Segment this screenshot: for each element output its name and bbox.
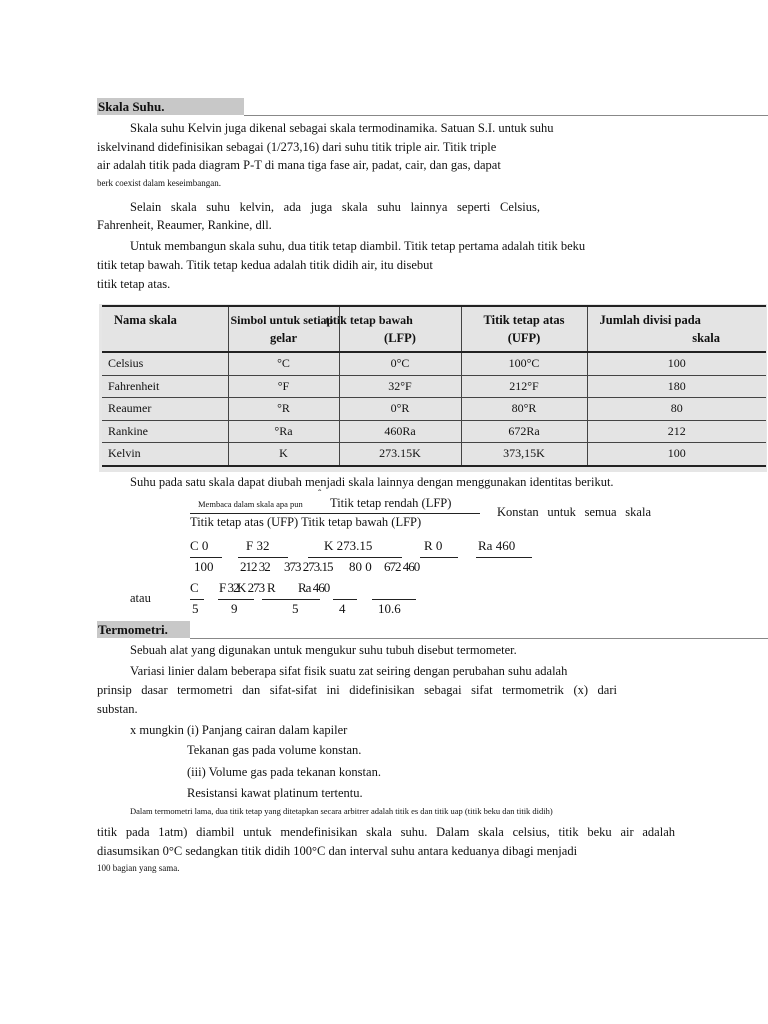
table-row	[102, 375, 766, 398]
cell-lfp: 460Ra	[339, 420, 461, 443]
section-title-skala-suhu: Skala Suhu.	[97, 98, 244, 115]
paragraph-line: Selain skala suhu kelvin, ada juga skala suhu lainnya seperti Celsius,	[130, 200, 540, 214]
eq3-num-ra: Ra 460	[298, 580, 330, 595]
eq3-den-k: 5	[292, 601, 299, 616]
fraction-bar	[308, 557, 402, 558]
hat-mark: ˆ	[318, 489, 322, 500]
formula-numerator: Titik tetap rendah (LFP)	[330, 496, 452, 510]
table-row	[102, 398, 766, 421]
cell-symbol: °F	[228, 375, 339, 398]
eq2-num-c: C 0	[190, 538, 209, 553]
table-row	[102, 420, 766, 443]
table-row	[102, 352, 766, 375]
cell-symbol: °R	[228, 398, 339, 421]
paragraph-line: titik tetap atas.	[97, 277, 171, 291]
paragraph-line: diasumsikan 0°C sedangkan titik didih 100°C dan interval suhu antara keduanya dibagi menjadi	[97, 844, 578, 858]
fraction-bar	[420, 557, 458, 558]
cell-ufp: 672Ra	[461, 420, 587, 443]
eq2-num-r: R 0	[424, 538, 443, 553]
cell-lfp: 0°C	[339, 352, 461, 375]
paragraph-line: 100 bagian yang sama.	[97, 863, 180, 873]
paragraph-line: berk coexist dalam keseimbangan.	[97, 178, 221, 188]
fraction-bar	[190, 599, 204, 600]
paragraph-line: iskelvinand didefinisikan sebagai (1/273,16) dari suhu titik triple air. Titik triple	[97, 140, 497, 154]
header-lfp: titik tetap bawah (LFP)	[339, 306, 461, 352]
paragraph-line: Sebuah alat yang digunakan untuk mengukur suhu tubuh disebut termometer.	[130, 643, 517, 657]
cell-lfp: 273.15K	[339, 443, 461, 466]
section-divider	[190, 638, 768, 639]
eq2-den-c: 100	[194, 559, 214, 574]
cell-name: Rankine	[102, 420, 228, 443]
header-nama-skala: Nama skala	[102, 306, 228, 352]
fraction-bar	[476, 557, 532, 558]
fraction-bar	[333, 599, 357, 600]
list-item: x mungkin (i) Panjang cairan dalam kapiler	[130, 723, 348, 737]
list-item: Tekanan gas pada volume konstan.	[187, 743, 362, 757]
cell-symbol: °C	[228, 352, 339, 375]
eq2-den-k: 373 273.15	[284, 559, 333, 574]
cell-symbol: K	[228, 443, 339, 466]
fraction-bar	[190, 513, 480, 514]
cell-ufp: 212°F	[461, 375, 587, 398]
eq3-den-f: 9	[231, 601, 238, 616]
cell-name: Celsius	[102, 352, 228, 375]
paragraph-line: prinsip dasar termometri dan sifat-sifat ini didefinisikan sebagai sifat termometrik (x) dari	[97, 683, 617, 697]
eq2-num-k: K 273.15	[324, 538, 373, 553]
cell-symbol: °Ra	[228, 420, 339, 443]
eq3-num-c: C	[190, 580, 199, 595]
table-header-row	[102, 306, 766, 352]
table-row	[102, 443, 766, 466]
eq3-num-k: K 273	[237, 580, 265, 595]
eq3-num-r: R	[267, 580, 276, 595]
cell-divisions: 180	[587, 375, 766, 398]
header-ufp: Titik tetap atas (UFP)	[461, 306, 587, 352]
paragraph-line: air adalah titik pada diagram P-T di mana tiga fase air, padat, cair, dan gas, dapat	[97, 158, 501, 172]
paragraph-line: titik tetap bawah. Titik tetap kedua adalah titik didih air, itu disebut	[97, 258, 433, 272]
cell-name: Fahrenheit	[102, 375, 228, 398]
cell-divisions: 100	[587, 352, 766, 375]
cell-name: Reaumer	[102, 398, 228, 421]
paragraph-line: Fahrenheit, Reaumer, Rankine, dll.	[97, 218, 272, 232]
eq2-num-ra: Ra 460	[478, 538, 516, 553]
eq3-num-f: F 32	[219, 580, 239, 595]
fraction-bar	[218, 599, 254, 600]
atau-label: atau	[130, 591, 151, 605]
formula-denominator: Titik tetap atas (UFP) Titik tetap bawah (LFP)	[190, 515, 422, 529]
cell-lfp: 0°R	[339, 398, 461, 421]
eq2-den-f: 212 32	[240, 559, 270, 574]
cell-lfp: 32°F	[339, 375, 461, 398]
list-item: Resistansi kawat platinum tertentu.	[187, 786, 363, 800]
paragraph-line: titik pada 1atm) diambil untuk mendefinisikan skala suhu. Dalam skala celsius, titik beku air adalah	[97, 825, 675, 839]
fraction-bar	[262, 599, 320, 600]
paragraph-line: Skala suhu Kelvin juga dikenal sebagai skala termodinamika. Satuan S.I. untuk suhu	[130, 121, 554, 135]
cell-divisions: 212	[587, 420, 766, 443]
cell-ufp: 100°C	[461, 352, 587, 375]
cell-ufp: 373,15K	[461, 443, 587, 466]
paragraph-line: substan.	[97, 702, 138, 716]
fraction-bar	[238, 557, 288, 558]
formula-rhs: Konstan untuk semua skala	[497, 505, 651, 519]
formula-intro: Suhu pada satu skala dapat diubah menjadi skala lainnya dengan menggunakan identitas berikut.	[130, 475, 614, 489]
paragraph-line-small: Dalam termometri lama, dua titik tetap yang ditetapkan secara arbitrer adalah titik es dan titik uap (titik beku dan titik didih)	[130, 806, 553, 816]
paragraph-line: Variasi linier dalam beberapa sifat fisik suatu zat seiring dengan perubahan suhu adalah	[130, 664, 568, 678]
header-simbol: Simbol untuk setiap gelar	[228, 306, 339, 352]
eq3-den-ra: 10.6	[378, 601, 401, 616]
section-title-termometri: Termometri.	[97, 621, 190, 638]
formula-numerator-small: Membaca dalam skala apa pun	[198, 499, 303, 509]
cell-divisions: 80	[587, 398, 766, 421]
eq2-num-f: F 32	[246, 538, 270, 553]
section-divider	[244, 115, 768, 116]
list-item: (iii) Volume gas pada tekanan konstan.	[187, 765, 381, 779]
paragraph-line: Untuk membangun skala suhu, dua titik tetap diambil. Titik tetap pertama adalah titik beku	[130, 239, 586, 253]
cell-name: Kelvin	[102, 443, 228, 466]
fraction-bar	[372, 599, 416, 600]
cell-divisions: 100	[587, 443, 766, 466]
eq3-den-r: 4	[339, 601, 346, 616]
eq2-den-r: 80 0	[349, 559, 372, 574]
fraction-bar	[190, 557, 222, 558]
eq2-den-ra: 672 460	[384, 559, 420, 574]
header-jumlah-divisi: Jumlah divisi pada skala	[587, 306, 766, 352]
eq3-den-c: 5	[192, 601, 199, 616]
cell-ufp: 80°R	[461, 398, 587, 421]
temperature-scale-table	[102, 305, 766, 467]
